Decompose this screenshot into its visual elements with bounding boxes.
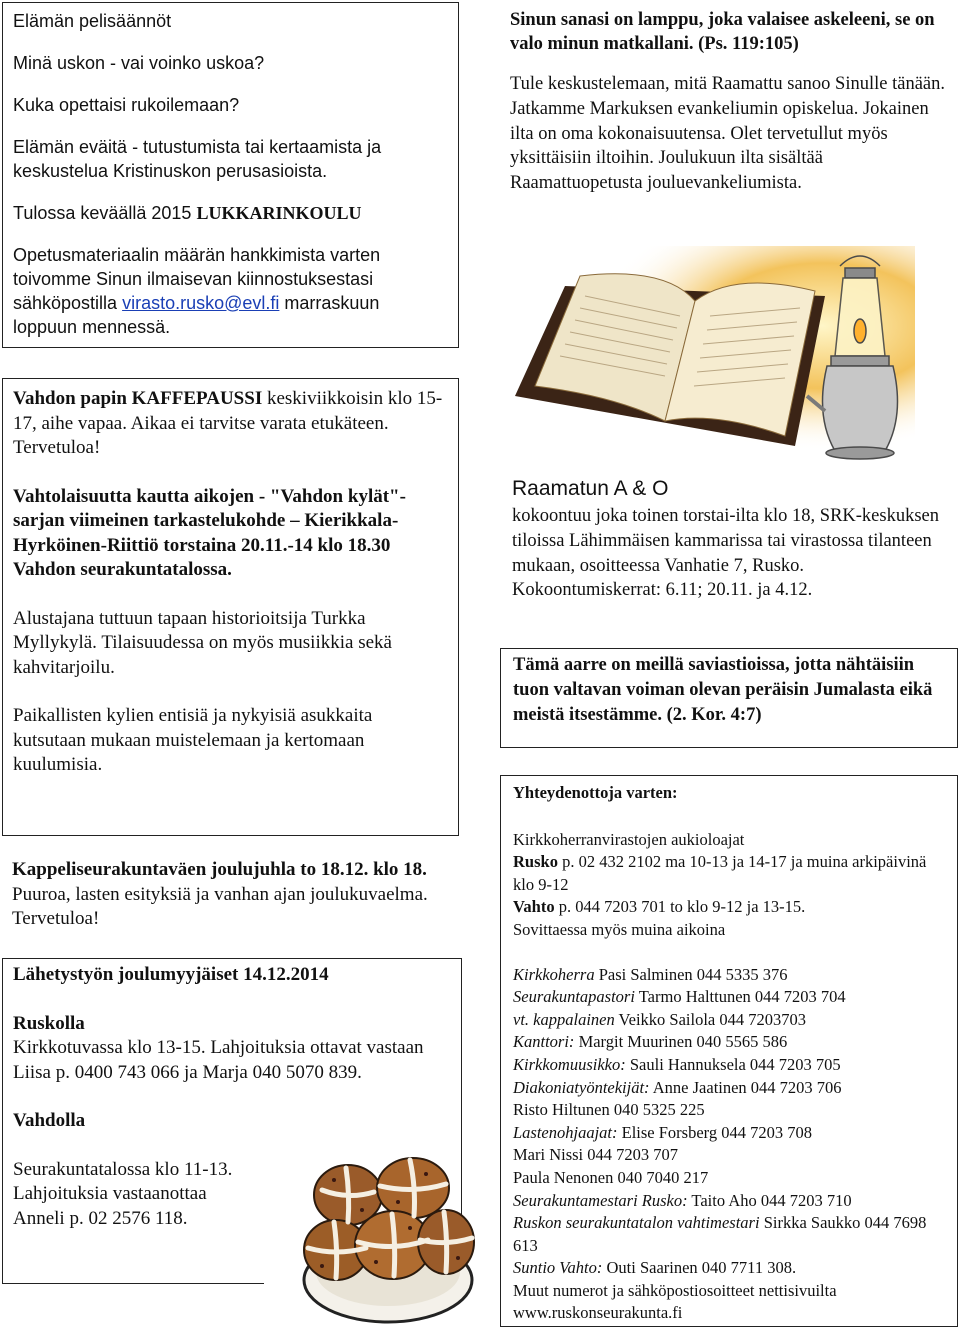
hot-cross-buns-illustration [298, 1150, 478, 1326]
staff-list [513, 964, 945, 1326]
staff-info: Sauli Hannuksela 044 7203 705 [625, 1054, 841, 1074]
history-event-title: Vahtolaisuutta kautta aikojen - "Vahdon kylät"- sarjan viimeinen tarkastelukohde – Kierikkala-Hyrköinen-Riittiö torstaina 20.11.-14 klo 18.30 Vahdon seurakuntatalossa. [13, 485, 406, 580]
rusko-hours-text: p. 02 432 2102 ma 10-13 ja 14-17 ja muina arkipäivinä klo 9-12 [513, 852, 927, 894]
staff-info: Risto Hiltunen 040 5325 225 [513, 1100, 705, 1120]
staff-row [513, 1144, 945, 1167]
market-title: Lähetystyön joulumyyjäiset 14.12.2014 [13, 964, 329, 985]
staff-info: Elise Forsberg 044 7203 708 [617, 1122, 812, 1142]
bible-lamp-illustration [495, 246, 915, 474]
staff-row [513, 1054, 945, 1077]
staff-role: Ruskon seurakuntatalon vahtimestari [513, 1213, 760, 1233]
bible-study-intro [510, 8, 950, 196]
staff-info: Taito Aho 044 7203 710 [687, 1190, 852, 1210]
box1-heading: Elämän pelisäännöt [13, 11, 172, 31]
staff-row [513, 1167, 945, 1190]
staff-info: Veikko Sailola 044 7203703 [614, 1009, 807, 1029]
staff-row [513, 964, 945, 987]
market-vahto-title: Vahdolla [13, 1110, 86, 1131]
vahto-events-box [2, 378, 459, 836]
staff-row [513, 1212, 945, 1257]
kaffepaussi-text: keskiviikkoisin klo 15-17, aihe vapaa. Aikaa ei tarvitse varata etukäteen. Tervetuloa! [13, 388, 443, 458]
staff-row [513, 1077, 945, 1100]
office-hours-title: Kirkkoherranvirastojen aukioloajat [513, 829, 745, 849]
box1-coming [13, 201, 448, 225]
staff-row [513, 1099, 945, 1122]
staff-info: Anne Jaatinen 044 7203 706 [649, 1077, 842, 1097]
staff-info: Mari Nissi 044 7203 707 [513, 1145, 678, 1165]
box1-line-basics: Elämän eväitä - tutustumista tai kertaamista ja keskustelua Kristinuskon perusasioista. [13, 137, 382, 181]
staff-row [513, 1122, 945, 1145]
market-rusko-title: Ruskolla [13, 1012, 85, 1034]
vahto-label: Vahto [513, 897, 555, 917]
staff-role: Suntio Vahto: [513, 1258, 603, 1278]
rusko-label: Rusko [513, 852, 558, 872]
box1-material-pre: Opetusmateriaalin määrän hankkimista varten toivomme Sinun ilmaisevan kiinnostuksestasi sähköpostilla [13, 245, 381, 313]
verse-box [500, 648, 958, 748]
staff-info: Sirkka Saukko 044 7698 613 [513, 1213, 927, 1255]
verse-text: Tämä aarre on meillä saviastioissa, jotta nähtäisiin tuon valtavan voiman olevan peräisin Jumalasta eikä meistä itsestämme. (2. Kor. 4:7) [513, 655, 933, 725]
staff-info: Outi Saarinen 040 7711 308. [602, 1258, 797, 1278]
raamatun-ao-text: kokoontuu joka toinen torstai-ilta klo 18, SRK-keskuksen tiloissa Lähimmäisen kammarissa tai virastossa tilanteen mukaan, osoitteessa Vanhatie 7, Rusko. [512, 506, 939, 576]
box1-line-believe: Minä uskon - vai voinko uskoa? [13, 53, 265, 73]
box1-coming-prefix: Tulossa keväällä 2015 [13, 203, 197, 223]
email-link[interactable]: virasto.rusko@evl.fi [122, 293, 280, 313]
staff-row [513, 1280, 945, 1325]
staff-info: Tarmo Halttunen 044 7203 704 [634, 987, 846, 1007]
joulujuhla-paragraph [12, 858, 452, 932]
staff-row [513, 1009, 945, 1032]
staff-role: Seurakuntapastori [513, 987, 635, 1007]
staff-row [513, 1190, 945, 1213]
box1-material [13, 243, 448, 339]
staff-info: Muut numerot ja sähköpostiosoitteet nettisivuilta www.ruskonseurakunta.fi [513, 1280, 837, 1323]
raamatun-ao-dates: Kokoontumiskerrat: 6.11; 20.11. ja 4.12. [512, 580, 813, 601]
staff-role: Lastenohjaajat: [513, 1122, 618, 1142]
raamatun-ao-title: Raamatun A & O [512, 477, 669, 500]
box1-material-post: marraskuun loppuun mennessä. [13, 293, 380, 337]
vahto-hours-text: p. 044 7203 701 to klo 9-12 ja 13-15. [554, 897, 806, 917]
staff-role: Kirkkomuusikko: [513, 1054, 626, 1074]
lukkarinkoulu-label: LUKKARINKOULU [196, 203, 362, 223]
kaffepaussi-paragraph [13, 387, 448, 461]
rusko-hours [513, 851, 945, 896]
staff-row [513, 1031, 945, 1054]
market-vahto-text: Seurakuntatalossa klo 11-13. Lahjoituksia vastaanottaa Anneli p. 02 2576 118. [13, 1158, 233, 1229]
bible-study-invite: Tule keskustelemaan, mitä Raamattu sanoo Sinulle tänään. Jatkamme Markuksen evankeliumin opiskelua. Jokainen ilta on oma kokonaisuutensa. Olet tervetullut myös yksittäisiin iltoihin. Joulukuun ilta sisältää Raamattuopetusta jouluevankeliumista. [510, 74, 946, 194]
market-bottom-border [2, 1283, 264, 1284]
market-rusko-text: Kirkkotuvassa klo 13-15. Lahjoituksia ottavat vastaan Liisa p. 0400 743 066 ja Marja 040 5070 839. [13, 1037, 424, 1083]
staff-role: vt. kappalainen [513, 1009, 615, 1029]
raamatun-ao-section [512, 476, 952, 603]
staff-row [513, 1257, 945, 1280]
history-host-text: Alustajana tuttuun tapaan historioitsija Turkka Myllykylä. Tilaisuudessa on myös musiikkia sekä kahvitarjoilu. [13, 607, 392, 678]
box1-line-pray: Kuka opettaisi rukoilemaan? [13, 95, 240, 115]
staff-info: Pasi Salminen 044 5335 376 [594, 964, 788, 984]
contacts-title: Yhteydenottoja varten: [513, 783, 678, 802]
staff-role: Diakoniatyöntekijät: [513, 1077, 650, 1097]
joulujuhla-title: Kappeliseurakuntaväen joulujuhla to 18.12. klo 18. [12, 859, 427, 880]
contacts-box [500, 775, 958, 1327]
kaffepaussi-title: Vahdon papin KAFFEPAUSSI [13, 388, 263, 409]
staff-info: Margit Muurinen 040 5565 586 [574, 1032, 788, 1052]
staff-role: Kirkkoherra [513, 964, 595, 984]
staff-role: Kanttori: [513, 1032, 575, 1052]
history-invite-text: Paikallisten kylien entisiä ja nykyisiä asukkaita kutsutaan mukaan muistelemaan ja kertomaan kuulumisia. [13, 705, 373, 775]
psalm-quote: Sinun sanasi on lamppu, joka valaisee askeleeni, se on valo minun matkallani. (Ps. 119:105) [510, 10, 935, 54]
vahto-hours [513, 896, 945, 919]
staff-info: Paula Nenonen 040 7040 217 [513, 1167, 709, 1187]
other-times: Sovittaessa myös muina aikoina [513, 919, 726, 939]
staff-row [513, 986, 945, 1009]
staff-role: Seurakuntamestari Rusko: [513, 1190, 688, 1210]
joulujuhla-text: Puuroa, lasten esityksiä ja vanhan ajan joulukuvaelma. Tervetuloa! [12, 883, 428, 929]
kristinusko-info-box [2, 2, 459, 348]
